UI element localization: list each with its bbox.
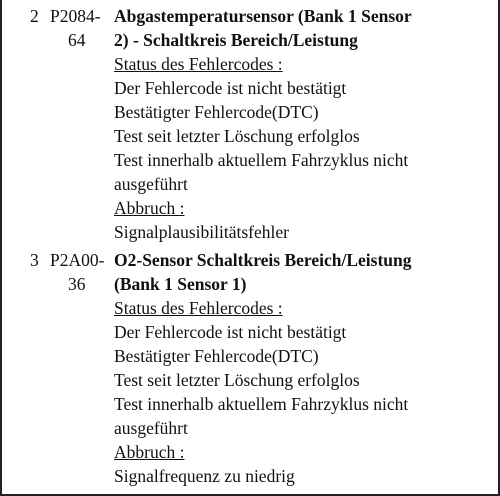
status-line: Test innerhalb aktuellem Fahrzyklus nicht [114, 150, 409, 170]
abort-heading: Abbruch : [114, 198, 185, 218]
fault-title-line2: 2) - Schaltkreis Bereich/Leistung [114, 30, 358, 50]
fault-code-part1: P2A00- [50, 250, 105, 270]
status-line: Test innerhalb aktuellem Fahrzyklus nicht [114, 394, 409, 414]
status-line: Der Fehlercode ist nicht bestätigt [114, 78, 347, 98]
fault-code-entry [0, 4, 500, 248]
fault-code-entry [0, 248, 500, 496]
status-heading: Status des Fehlercodes : [114, 54, 283, 74]
fault-details [114, 4, 494, 244]
entry-index: 3 [30, 250, 39, 270]
status-line: Test seit letzter Löschung erfolglos [114, 370, 360, 390]
abort-text: Signalplausibilitätsfehler [114, 222, 289, 242]
fault-code-part2: 64 [68, 30, 86, 50]
fault-title-line1: Abgastemperatursensor (Bank 1 Sensor [114, 6, 412, 26]
fault-code-part1: P2084- [50, 6, 101, 26]
status-line: Bestätigter Fehlercode(DTC) [114, 346, 319, 366]
abort-text: Signalfrequenz zu niedrig [114, 466, 295, 486]
abort-heading: Abbruch : [114, 442, 185, 462]
status-line: ausgeführt [114, 174, 188, 194]
fault-code [50, 248, 112, 296]
fault-code [50, 4, 112, 52]
entry-index: 2 [30, 6, 39, 26]
status-line: Bestätigter Fehlercode(DTC) [114, 102, 319, 122]
fault-code-part2: 36 [68, 274, 86, 294]
status-line: Test seit letzter Löschung erfolglos [114, 126, 360, 146]
fault-details [114, 248, 494, 488]
fault-title-line1: O2-Sensor Schaltkreis Bereich/Leistung [114, 250, 412, 270]
status-line: Der Fehlercode ist nicht bestätigt [114, 322, 347, 342]
status-heading: Status des Fehlercodes : [114, 298, 283, 318]
status-line: ausgeführt [114, 418, 188, 438]
fault-title-line2: (Bank 1 Sensor 1) [114, 274, 247, 294]
